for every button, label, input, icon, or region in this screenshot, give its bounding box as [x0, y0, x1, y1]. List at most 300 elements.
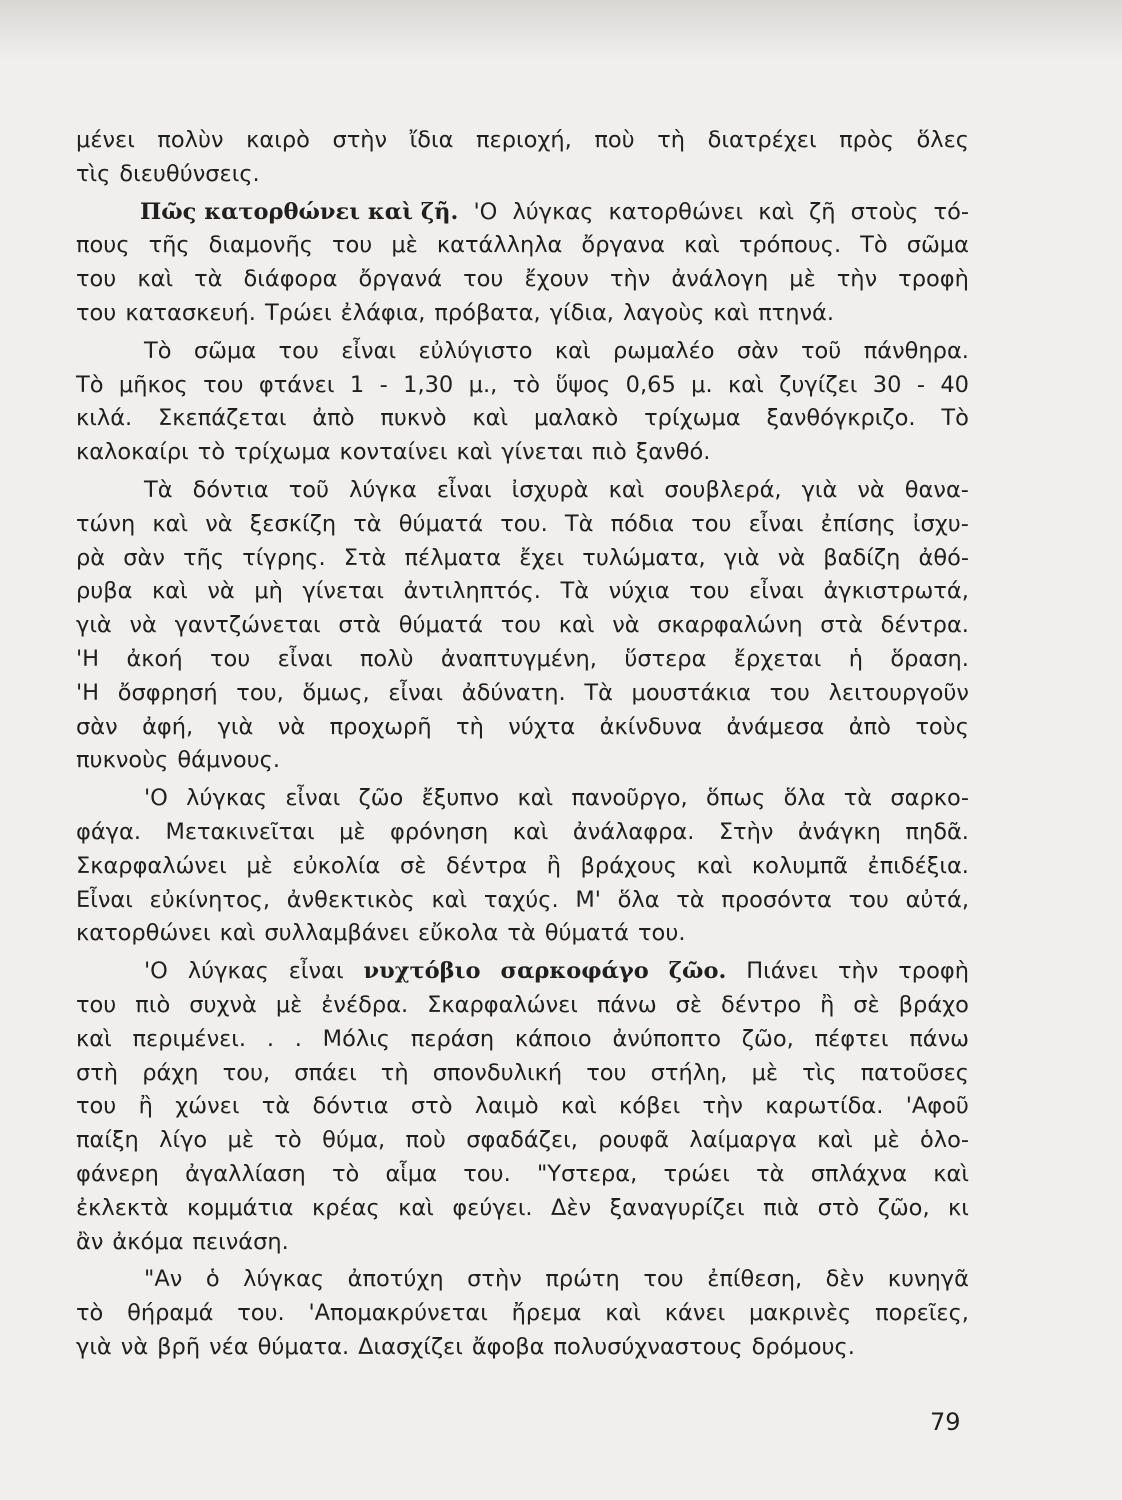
word: μὲ [246, 852, 273, 879]
word: πυκνοὺς [76, 747, 169, 774]
word: . [266, 1025, 274, 1052]
word: πολὺν [157, 127, 224, 153]
word: ξεσκίζη [249, 510, 337, 537]
word: πανοῦργο, [571, 785, 688, 812]
word: τὸ [331, 1160, 360, 1187]
word: θάμνους. [177, 747, 281, 774]
word: ζῆ [809, 198, 836, 225]
word: καὶ [558, 612, 595, 639]
word: Τρώει [264, 299, 332, 326]
word: γιὰ [76, 1333, 112, 1360]
text-line [76, 1297, 969, 1331]
text-line [76, 263, 969, 297]
word: ἀνάμεσα [726, 713, 825, 740]
word: πολὺ [359, 645, 414, 672]
word: ρὰ [76, 544, 106, 571]
text-line [76, 884, 969, 918]
word: ἀπὸ [312, 405, 355, 432]
word: προσόντα [721, 886, 832, 913]
word: εἶναι [285, 785, 341, 812]
word: ποὺ [405, 1127, 446, 1154]
word: περιοχή, [476, 127, 572, 153]
word: μουστάκια [631, 679, 751, 706]
word: κατορθώνει [608, 198, 744, 225]
word: πάνω [596, 991, 657, 1018]
word: εἶναι [749, 578, 804, 605]
text-line [76, 917, 969, 951]
text-line [76, 575, 969, 609]
word: νὰ [129, 612, 157, 639]
word: Τὰ [144, 476, 173, 503]
word: στοὺς [850, 198, 919, 225]
word: δόντια [312, 1093, 389, 1120]
word: φτάνει [258, 371, 335, 398]
word: ὅραση. [890, 645, 969, 672]
word: πηδᾶ. [905, 818, 969, 845]
word: ταχύς. [483, 886, 559, 913]
word: φεύγει. [452, 1194, 533, 1221]
text-line [76, 436, 969, 470]
word: σὲ [853, 991, 880, 1018]
word: Τὸ [860, 232, 888, 259]
word: ἀνάλογη [671, 266, 769, 293]
word: δέντρα. [880, 612, 969, 639]
word: ζῶο, [877, 1194, 930, 1221]
word: ὅλες [916, 127, 969, 153]
word: πιὸ [135, 991, 171, 1018]
word: Τὰ [564, 510, 594, 537]
word: πρώτη [545, 1266, 620, 1293]
word: καὶ [713, 299, 750, 326]
word: ρωμαλέο [613, 337, 715, 364]
word: μὲ [391, 232, 418, 259]
word: ἡ [848, 645, 864, 672]
word: Τὸ [144, 337, 172, 364]
word: βαδίζη [823, 544, 901, 571]
word: Σκαρφαλώνει [427, 991, 578, 1018]
word: του [769, 679, 810, 706]
word: ἀκίνδυνα [599, 713, 703, 740]
word: λύγκας [243, 1266, 325, 1293]
word: εἶναι [341, 337, 397, 364]
word: ἀπὸ [848, 713, 891, 740]
word: ὄργανα [581, 232, 666, 259]
word: δρόμους. [751, 1333, 855, 1360]
word: βράχο [898, 991, 969, 1018]
word: εἶναι [748, 510, 804, 537]
text-line [76, 1331, 969, 1365]
word: καὶ [398, 1194, 434, 1221]
word: μὲ [873, 1127, 900, 1154]
word: καρωτίδα. [765, 1093, 884, 1120]
word: ὁλο- [920, 1127, 969, 1154]
word: ἂν [76, 1228, 104, 1255]
word: μῆκος [118, 371, 188, 398]
word: σπάει [294, 1059, 357, 1086]
page-edge-shadow [0, 0, 1122, 60]
word: παίξη [76, 1127, 139, 1154]
word: σὲ [399, 852, 427, 879]
word: στὸ [410, 1093, 453, 1120]
word: - [916, 371, 925, 398]
word: ἐπίσης [820, 510, 896, 537]
word: πατοῦσες [860, 1059, 969, 1086]
word: καὶ [472, 405, 509, 432]
text-line [76, 744, 969, 778]
word: ἤρεμα [511, 1300, 582, 1327]
word: χώνει [175, 1093, 240, 1120]
word: 'Η [76, 679, 100, 706]
text-line [76, 1023, 969, 1057]
word: μὲ [227, 1127, 255, 1154]
word: σὰν [76, 713, 118, 740]
word: ὅλα [617, 886, 660, 913]
word: του [500, 612, 542, 639]
word: του [643, 1266, 684, 1293]
word: καὶ [152, 578, 188, 605]
word: πόδια [610, 510, 675, 537]
word: ἀκόμα [112, 1228, 184, 1255]
word: μὲ [789, 266, 816, 293]
word: σῶμα [193, 337, 257, 364]
word: τὸ [512, 371, 540, 398]
text-line [76, 1057, 969, 1091]
text-line [76, 643, 969, 677]
text-line [76, 816, 969, 850]
word: καὶ [512, 818, 549, 845]
word: πους [76, 232, 130, 259]
word: του [586, 1059, 627, 1086]
word: διαμονῆς [208, 232, 313, 259]
word: κονταίνει [339, 439, 448, 466]
word: Τὸ [941, 405, 969, 432]
word: νέα [209, 1333, 249, 1360]
word: τὰ [353, 510, 382, 537]
word: του [691, 510, 732, 537]
word: Διασχίζει [358, 1333, 463, 1360]
word: Τὰ [584, 679, 613, 706]
word: ζυγίζει [779, 371, 858, 398]
word: τρόπους. [738, 232, 842, 259]
word: ἐπιδέξια. [867, 852, 969, 879]
word: ἀνύποπτο [612, 1025, 722, 1052]
word: τὰ [261, 1093, 291, 1120]
word: ἢ [138, 1093, 153, 1120]
word: κατάλληλα [436, 232, 563, 259]
word: ἴδια [409, 127, 454, 153]
text-line [76, 677, 969, 711]
word: ἢ [546, 852, 561, 879]
word: ἔξυπνο [421, 785, 500, 812]
word: τὸ [274, 1127, 302, 1154]
word: "Υστερα, [536, 1160, 638, 1187]
word: ἢ [820, 991, 835, 1018]
word: εὐκολία [292, 852, 381, 879]
word: τὸ [76, 1300, 104, 1327]
word: γιὰ [217, 713, 254, 740]
word: ποὺ [594, 127, 635, 153]
word: ἀκοή [126, 645, 183, 672]
word: στὰ [338, 612, 381, 639]
word: περιμένει. [132, 1025, 247, 1052]
word: καὶ [605, 1300, 641, 1327]
word: ρυβα [76, 578, 133, 605]
word: κυνηγᾶ [887, 1266, 969, 1293]
word: ἀθό- [918, 544, 969, 571]
word: του, [222, 1059, 271, 1086]
word: 'Ο [144, 958, 168, 985]
word: σφαδάζει, [466, 1127, 578, 1154]
word: φάνερη [76, 1160, 159, 1187]
word: καιρὸ [246, 127, 310, 153]
word: ὕστερα [624, 645, 707, 672]
word: προχωρῆ [329, 713, 432, 740]
word: - [379, 371, 388, 398]
word: ἔχει [519, 544, 565, 571]
word: δέντρο [721, 991, 802, 1018]
word: τὰ [843, 785, 873, 812]
word: καὶ [696, 852, 733, 879]
word: εὐλύγιστο [418, 337, 533, 364]
word: 1 [349, 371, 365, 398]
text-line [76, 609, 969, 643]
word: 'Ο [473, 198, 498, 225]
word: 0,65 [625, 371, 676, 398]
word: πεινάση. [192, 1228, 289, 1255]
word: θύματά [398, 612, 484, 639]
text-line [76, 402, 969, 436]
word: ἀντιληπτός. [403, 578, 541, 605]
word: καὶ [219, 920, 256, 947]
word: ἀφή, [142, 713, 194, 740]
word: πάνθηρα. [863, 337, 969, 364]
word: εὔκολα [417, 920, 499, 947]
word: ζῶο [358, 785, 404, 812]
word: τρίχωμα [234, 439, 331, 466]
word: λύγκα [349, 476, 417, 503]
word: σῶμα [906, 232, 969, 259]
word: σκαρφαλώνη [657, 612, 803, 639]
word: θήραμά [127, 1300, 214, 1327]
word: βράχους [580, 852, 678, 879]
word: ἀναπτυγμένη, [440, 645, 597, 672]
paragraph [76, 955, 969, 1259]
word: του [463, 266, 504, 293]
word: στὴν [467, 1266, 522, 1293]
word: του, [236, 679, 284, 706]
word: φρόνηση [390, 818, 489, 845]
word: τὴν [702, 1093, 743, 1120]
word: ζῶο. [668, 958, 727, 985]
word: σουβλερά, [664, 476, 782, 503]
word: γίνεται [302, 578, 385, 605]
word: τρίχωμα [644, 405, 741, 432]
word: μὲ [339, 818, 366, 845]
word: ἀποτύχη [347, 1266, 444, 1293]
word: ὅμως, [302, 679, 370, 706]
word: ὕψος [555, 371, 611, 398]
word: τῆς [148, 232, 190, 259]
word: κι [948, 1194, 969, 1221]
word: καὶ [554, 337, 591, 364]
word: βρῆ [157, 1333, 201, 1360]
text-line [76, 508, 969, 542]
word: τὶς [802, 1059, 837, 1086]
word: λύγκας [187, 958, 269, 985]
word: μακρινὲς [749, 1300, 852, 1327]
word: τὴν [837, 958, 879, 985]
word: ἄφοβα [471, 1333, 545, 1360]
word: ἐλάφια, [340, 299, 426, 326]
word: ἰσχυ- [912, 510, 969, 537]
word: πέλματα [404, 544, 502, 571]
word: τὰ [676, 886, 705, 913]
word: Στὴν [718, 818, 774, 845]
word: διευθύνσεις. [119, 160, 260, 187]
paragraph [76, 782, 969, 951]
word: στὴ [76, 1059, 119, 1086]
word: νὰ [205, 510, 233, 537]
paragraph [76, 1263, 969, 1364]
text-line [76, 196, 969, 230]
word: ἀγκιστρωτά, [823, 578, 969, 605]
word: τὴ [657, 127, 686, 153]
text-line [76, 782, 969, 816]
text-line [76, 1090, 969, 1124]
word: τυλώματα, [582, 544, 706, 571]
word: του. [463, 1160, 511, 1187]
word: ἔχουν [524, 266, 589, 293]
text-line [76, 955, 969, 989]
word: καὶ [684, 232, 720, 259]
word: ζῶο, [741, 1025, 794, 1052]
word: καλοκαίρι [76, 439, 189, 466]
word: τροφὴ [898, 958, 969, 985]
word: Μ' [575, 886, 601, 913]
word: αἷμα [385, 1160, 438, 1187]
word: θύμα, [322, 1127, 386, 1154]
word: νύχια [608, 578, 670, 605]
word: διάφορα [243, 266, 338, 293]
word: θύματά [398, 510, 484, 537]
word: νυχτόβιο [363, 958, 481, 985]
word: περάση [410, 1025, 495, 1052]
word: του [76, 1093, 117, 1120]
word: τὴ [456, 713, 484, 740]
word: πορεῖες, [875, 1300, 969, 1327]
word: εἶναι [436, 476, 492, 503]
word: καὶ [76, 1025, 112, 1052]
word: καὶ [933, 1160, 969, 1187]
word: τό- [933, 198, 969, 225]
word: σὰν [123, 544, 165, 571]
word: καὶ [561, 1093, 597, 1120]
word: του [331, 232, 373, 259]
word: κάνει [664, 1300, 726, 1327]
word: 40 [940, 371, 969, 398]
word: ὅπως [705, 785, 766, 812]
word: δέντρα [445, 852, 528, 879]
word: καὶ [817, 1127, 853, 1154]
word: τίγρης. [242, 544, 326, 571]
word: σπονδυλική [432, 1059, 563, 1086]
word: ἔρχεται [733, 645, 822, 672]
word: τοῦ [800, 337, 842, 364]
word: 'Απομακρύνεται [308, 1300, 488, 1327]
word: θανα- [904, 476, 969, 503]
word: λαγοὺς [622, 299, 705, 326]
word: ἀνθεκτικὸς [286, 886, 415, 913]
word: του. [237, 1300, 285, 1327]
word: πτηνά. [758, 299, 835, 326]
word: ἐπίθεση, [707, 1266, 803, 1293]
word: θύματά [544, 920, 630, 947]
word: μ., [468, 371, 498, 398]
word: δόντια [192, 476, 269, 503]
word: καὶ [758, 198, 794, 225]
word: κάποιο [514, 1025, 592, 1052]
word: τὰ [194, 266, 223, 293]
word: μ. [691, 371, 713, 398]
word: ἀνάλαφρα. [572, 818, 695, 845]
word: του [209, 645, 251, 672]
word: κομμάτια [187, 1194, 294, 1221]
word: ράχη [142, 1059, 199, 1086]
word: στὸ [817, 1194, 860, 1221]
word: τροφὴ [898, 266, 969, 293]
text-line [76, 158, 969, 192]
word: σαρκοφάγο [500, 958, 649, 985]
word: τὴ [380, 1059, 409, 1086]
word: τὴν [609, 266, 651, 293]
word: 30 [872, 371, 902, 398]
word: μένει [76, 127, 135, 153]
word: Σκαρφαλώνει [76, 852, 227, 879]
word: μὴ [254, 578, 283, 605]
word: πέφτει [814, 1025, 889, 1052]
text-line [76, 542, 969, 576]
word: αὐτά, [905, 886, 969, 913]
text-line [76, 229, 969, 263]
word: κολυμπᾶ [751, 852, 848, 879]
word: τρώει [663, 1160, 730, 1187]
word: καὶ [608, 476, 645, 503]
paragraph [76, 196, 969, 331]
paragraph [76, 124, 969, 192]
word: κατορθώνει [76, 920, 211, 947]
word: στήλη, [650, 1059, 728, 1086]
text-line [76, 297, 969, 331]
word: καὶ [728, 371, 764, 398]
word: εἶναι [288, 958, 344, 985]
section-heading: Πῶς κατορθώνει καὶ ζῆ. [140, 198, 459, 225]
word: 'Η [76, 645, 100, 672]
word: κατασκευή. [125, 299, 256, 326]
word: λειτουργοῦν [828, 679, 969, 706]
body-text [76, 124, 969, 1365]
word: πάνω [909, 1025, 969, 1052]
word: ξανθόγκριζο. [766, 405, 916, 432]
word: πιὰ [763, 1194, 800, 1221]
page-number: 79 [930, 1408, 961, 1436]
word: 1,30 [403, 371, 454, 398]
word: του. [500, 510, 548, 537]
text-line [76, 1158, 969, 1192]
word: του. [638, 920, 686, 947]
word: τοῦ [288, 476, 330, 503]
word: ἀνάγκη [797, 818, 881, 845]
text-line [76, 335, 969, 369]
